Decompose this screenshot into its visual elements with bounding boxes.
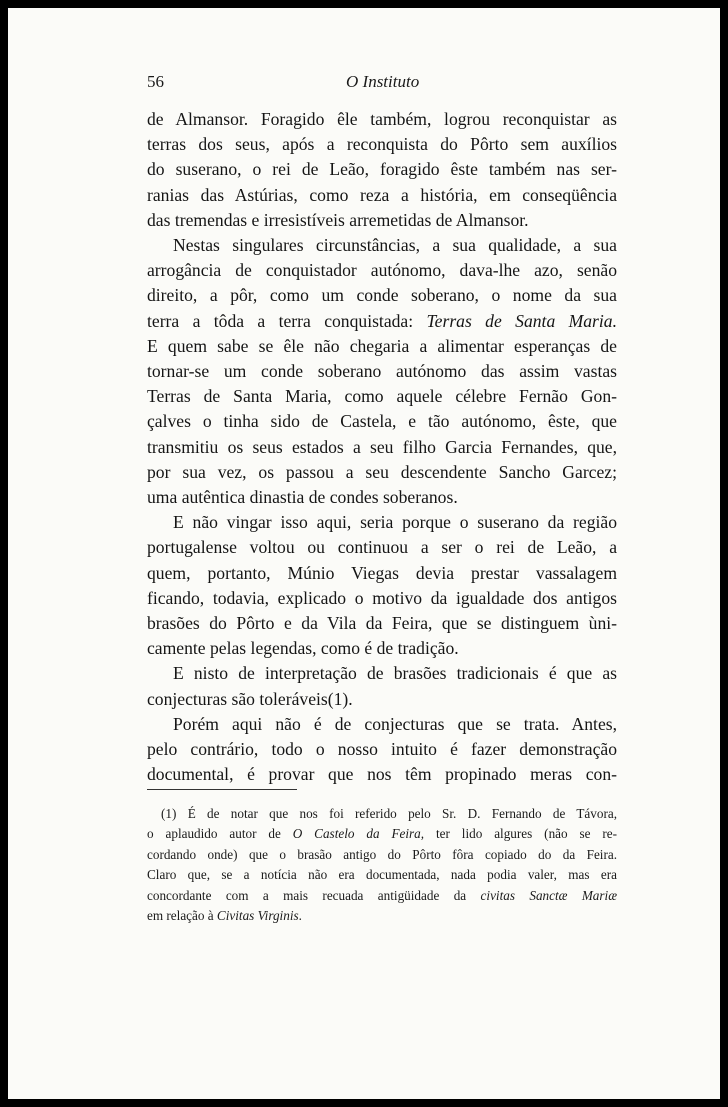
text-line: tornar-se um conde soberano autónomo das assim vastas [147, 361, 617, 382]
text-line: ranias das Astúrias, como reza a história, em conseqüência [147, 184, 617, 205]
text-line: das tremendas e irresistíveis arremetidas de Almansor. [147, 209, 529, 230]
footnote [147, 804, 617, 926]
text-span: terra a tôda a terra conquistada: [147, 310, 414, 331]
footnote-marker: (1) [161, 806, 177, 821]
text-line [147, 309, 617, 334]
text-span: . [348, 688, 353, 709]
text-line: brasões do Pôrto e da Vila da Feira, que se distinguem ùni- [147, 613, 617, 634]
text-line: quem, portanto, Múnio Viegas devia prestar vassalagem [147, 562, 617, 583]
text-line: camente pelas legendas, como é de tradição. [147, 638, 459, 659]
footnote-line [147, 824, 617, 844]
text-line: Terras de Santa Maria, como aquele célebre Fernão Gon- [147, 386, 617, 407]
text-line: arrogância de conquistador autónomo, dava-lhe azo, senão [147, 260, 617, 281]
text-line [147, 687, 617, 712]
text-line: çalves o tinha sido de Castela, e tão autónomo, êste, que [147, 411, 617, 432]
book-page [8, 8, 720, 1099]
text-line: Porém aqui não é de conjecturas que se trata. Antes, [173, 713, 617, 734]
text-span: o aplaudido autor de [147, 826, 281, 842]
footnote-divider [147, 789, 297, 790]
running-title: O Instituto [346, 72, 420, 91]
page-number: 56 [147, 72, 164, 91]
italic-title: O Castelo da Feira, [292, 826, 425, 842]
footnote-line: Claro que, se a notícia não era documentada, nada podia valer, mas era [147, 867, 617, 883]
text-line: E não vingar isso aqui, seria porque o suserano da região [173, 512, 617, 533]
text-line: por sua vez, os passou a seu descendente Sancho Garcez; [147, 461, 617, 482]
text-line: transmitiu os seus estados a seu filho Garcia Fernandes, que, [147, 436, 617, 457]
text-line: do suserano, o rei de Leão, foragido êste também nas ser- [147, 159, 617, 180]
text-span: É de notar que nos foi referido pelo Sr. D. Fernando de Távora, [187, 806, 617, 821]
footnote-reference: (1) [327, 688, 349, 709]
italic-title: Terras de Santa Maria. [426, 310, 617, 331]
footnote-line [147, 906, 617, 926]
text-line: E quem sabe se êle não chegaria a alimentar esperanças de [147, 335, 617, 356]
text-span: ter lido algures (não se re- [435, 826, 618, 842]
text-span: concordante com a mais recuada antigüidade da [147, 887, 467, 903]
text-line: ficando, todavia, explicado o motivo da igualdade dos antigos [147, 587, 617, 608]
footnote-line [147, 886, 617, 906]
text-line: portugalense voltou ou continuou a ser o rei de Leão, a [147, 537, 617, 558]
text-line: documental, é provar que nos têm propinado meras con- [147, 764, 617, 785]
italic-title: civitas Sanctæ Mariæ [480, 887, 617, 903]
text-span: em relação à [147, 908, 214, 924]
text-span: conjecturas são toleráveis [147, 688, 328, 709]
page-header [8, 72, 720, 96]
body-text [147, 107, 617, 787]
text-line: de Almansor. Foragido êle também, logrou reconquistar as [147, 109, 617, 129]
footnote-line: cordando onde) que o brasão antigo do Pôrto fôra copiado do da Feira. [147, 846, 617, 862]
text-line: Nestas singulares circunstâncias, a sua qualidade, a sua [173, 235, 617, 256]
text-line: direito, a pôr, como um conde soberano, o nome da sua [147, 285, 617, 306]
text-line: uma autêntica dinastia de condes soberanos. [147, 487, 458, 508]
text-line: pelo contrário, todo o nosso intuito é fazer demonstração [147, 739, 617, 760]
italic-title: Civitas Virginis [216, 908, 299, 924]
text-span: . [298, 908, 302, 924]
text-line: terras dos seus, após a reconquista do Pôrto sem auxílios [147, 134, 617, 155]
footnote-line [147, 804, 617, 824]
text-line: E nisto de interpretação de brasões tradicionais é que as [173, 663, 617, 684]
